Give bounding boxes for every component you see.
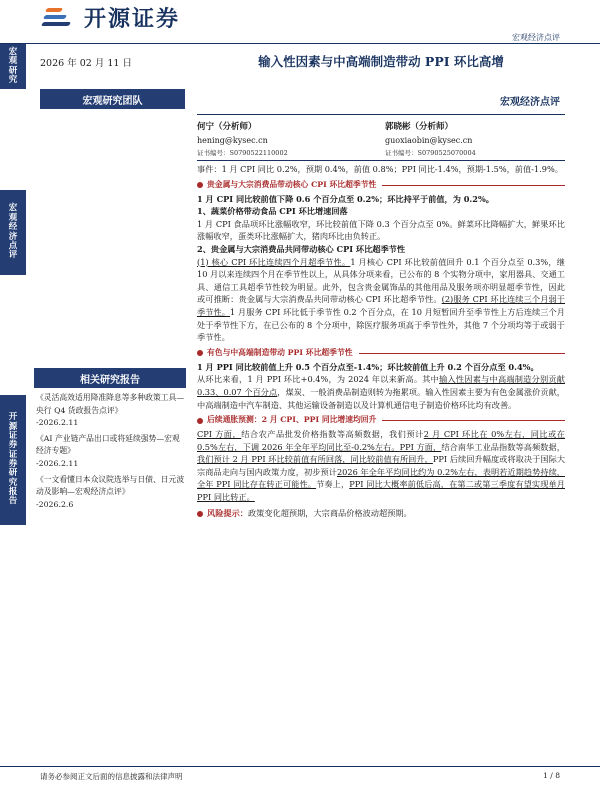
event-summary: 事件：1 月 CPI 同比 0.2%，预期 0.4%，前值 0.8%；PPI 同比-1.4%，预期-1.5%，前值-1.9%。 [197, 164, 563, 174]
related-reports-list [36, 392, 186, 514]
report-date: 2026 年 02 月 11 日 [40, 58, 132, 69]
subsection-title: 1、蔬菜价格带动食品 CPI 环比增速回落 [197, 206, 348, 217]
bullet-icon [197, 350, 203, 356]
paragraph: (1) 核心 CPI 环比连续四个月超季节性。1 月核心 CPI 环比较前值回升 0.1 个百分点至 0.3%，继 10 月以来连续四个月在季节性以上，从具体分项来看，已公布的 8 个实物分项中，家用器具、交通工具、通信工具超季节性较为明显。此外，包含贵金属饰品的其他用品及服务项亦明显超季节性，因此或可推断：贵金属与大宗消费品共同带动核心 CPI 环比超季节性。(2)服务 CPI 环比连续三个月弱于季节性。1 月服务 CPI 环比低于季节性 0.2 个百分点，在 10 月短暂回升至季节性上方后连续三个月处于季节性下方，在已公布的 8 个分项中，除医疗服务项高于季节性外，其他 7 个分项均等于或弱于季节性。 [197, 256, 565, 343]
related-report-title: 《一文看懂日本众议院选举与日债、日元波动及影响—宏观经济点评》 [36, 474, 185, 497]
related-report-item[interactable] [36, 433, 186, 471]
analyst-card [385, 121, 476, 160]
risk-warning: 风险提示：政策变化超预期，大宗商品价格波动超预期。 [197, 507, 565, 520]
logo-mark-icon [40, 5, 80, 29]
brand-logo [40, 4, 180, 30]
subsection-title: 2、贵金属与大宗消费品共同带动核心 CPI 环比超季节性 [197, 243, 406, 254]
analyst-cert: 证书编号：S0790525070004 [385, 149, 476, 157]
paragraph: 从环比来看，1 月 PPI 环比+0.4%，为 2024 年以来新高。其中输入性因素与中高端制造分别贡献 0.33、0.07 个百分点，煤炭、一般消费品制造则转为拖累项。输入性因素主要为有色金属涨价贡献，中高端制造中汽车制造、其他运输设备制造以及计算机通信电子制造价格环比均有改善。 [197, 374, 565, 410]
related-report-title: 《AI 产业链产品出口或将延续强势—宏观经济专题》 [36, 433, 180, 456]
section-heading: 贵金属与大宗消费品带动核心 CPI 环比超季节性 [197, 179, 565, 192]
related-report-date: -2026.2.11 [36, 418, 79, 428]
analyst-name: 何宁（分析师） [197, 122, 257, 132]
side-strip-brand: 开源证券 证券研究报告 [0, 395, 26, 525]
header-tag: 宏观经济点评 [512, 33, 560, 42]
title-divider [197, 114, 565, 115]
logo-text: 开源证券 [84, 6, 181, 32]
related-report-date: -2026.2.6 [36, 499, 74, 509]
related-report-item[interactable] [36, 392, 186, 430]
related-report-date: -2026.2.11 [36, 458, 79, 468]
side-strip-type: 宏观经济点评 [0, 190, 26, 275]
analyst-email[interactable]: hening@kysec.cn [197, 136, 268, 145]
related-reports-banner: 相关研究报告 [34, 368, 186, 388]
section-lead: 1 月 PPI 同比较前值上升 0.5 个百分点至-1.4%；环比较前值上升 0.2 个百分点至 0.4%。 [197, 361, 539, 372]
section-heading: 后续通胀预测：2 月 CPI、PPI 同比增速均回升 [197, 414, 565, 427]
analyst-card [197, 121, 288, 160]
section-heading: 有色与中高端制造带动 PPI 环比超季节性 [197, 347, 565, 360]
page-number: 1 / 8 [543, 771, 560, 780]
side-strip-macro: 宏观研究 [0, 44, 26, 89]
analyst-cert: 证书编号：S0790522110002 [197, 149, 288, 157]
column-tag: 宏观经济点评 [500, 97, 560, 108]
analyst-email[interactable]: guoxiaobin@kysec.cn [385, 136, 473, 145]
related-report-item[interactable] [36, 474, 186, 512]
bullet-icon [197, 511, 203, 517]
analyst-divider [197, 160, 565, 161]
paragraph: 1 月 CPI 食品项环比涨幅收窄，环比较前值下降 0.3 个百分点至 0%。鲜菜环比降幅扩大，鲜果环比涨幅收窄，蛋类环比涨幅扩大，猪肉环比由负转正。 [197, 218, 565, 242]
header-divider [0, 43, 600, 44]
bullet-icon [197, 182, 203, 188]
related-report-title: 《灵活高效适用降准降息等多种政策工具—央行 Q4 货政报告点评》 [36, 393, 185, 415]
section-lead: 1 月 CPI 同比较前值下降 0.6 个百分点至 0.2%；环比持平于前值，为 0.2%。 [197, 193, 494, 204]
analyst-name: 郭晓彬（分析师） [385, 122, 454, 132]
footer-disclaimer: 请务必参阅正文后面的信息披露和法律声明 [40, 772, 183, 781]
paragraph: CPI 方面，结合农产品批发价格指数等高频数据，我们预计2 月 CPI 环比在 0%左右，同比或在 0.5%左右，下调 2026 年全年平均同比至-0.2%左右。PPI 方面，结合南华工业品指数等高频数据，我们预计 2 月 PPI 环比较前值有所回落，同比较前值有所回升，PPI 后续回升幅度或将取决于国际大宗商品走向与国内政策力度，初步预计2026 年全年平均同比约为 0.2%左右，表明若近期趋势持续，全年 PPI 同比存在转正可能性。节奏上，PPI 同比大概率前低后高，在第二或第三季度有望实现单月 PPI 同比转正。 [197, 429, 566, 503]
bullet-icon [197, 418, 203, 424]
team-banner: 宏观研究团队 [40, 89, 185, 109]
report-title: 输入性因素与中高端制造带动 PPI 环比高增 [258, 54, 504, 69]
footer-divider [0, 766, 600, 767]
report-body [197, 163, 565, 519]
